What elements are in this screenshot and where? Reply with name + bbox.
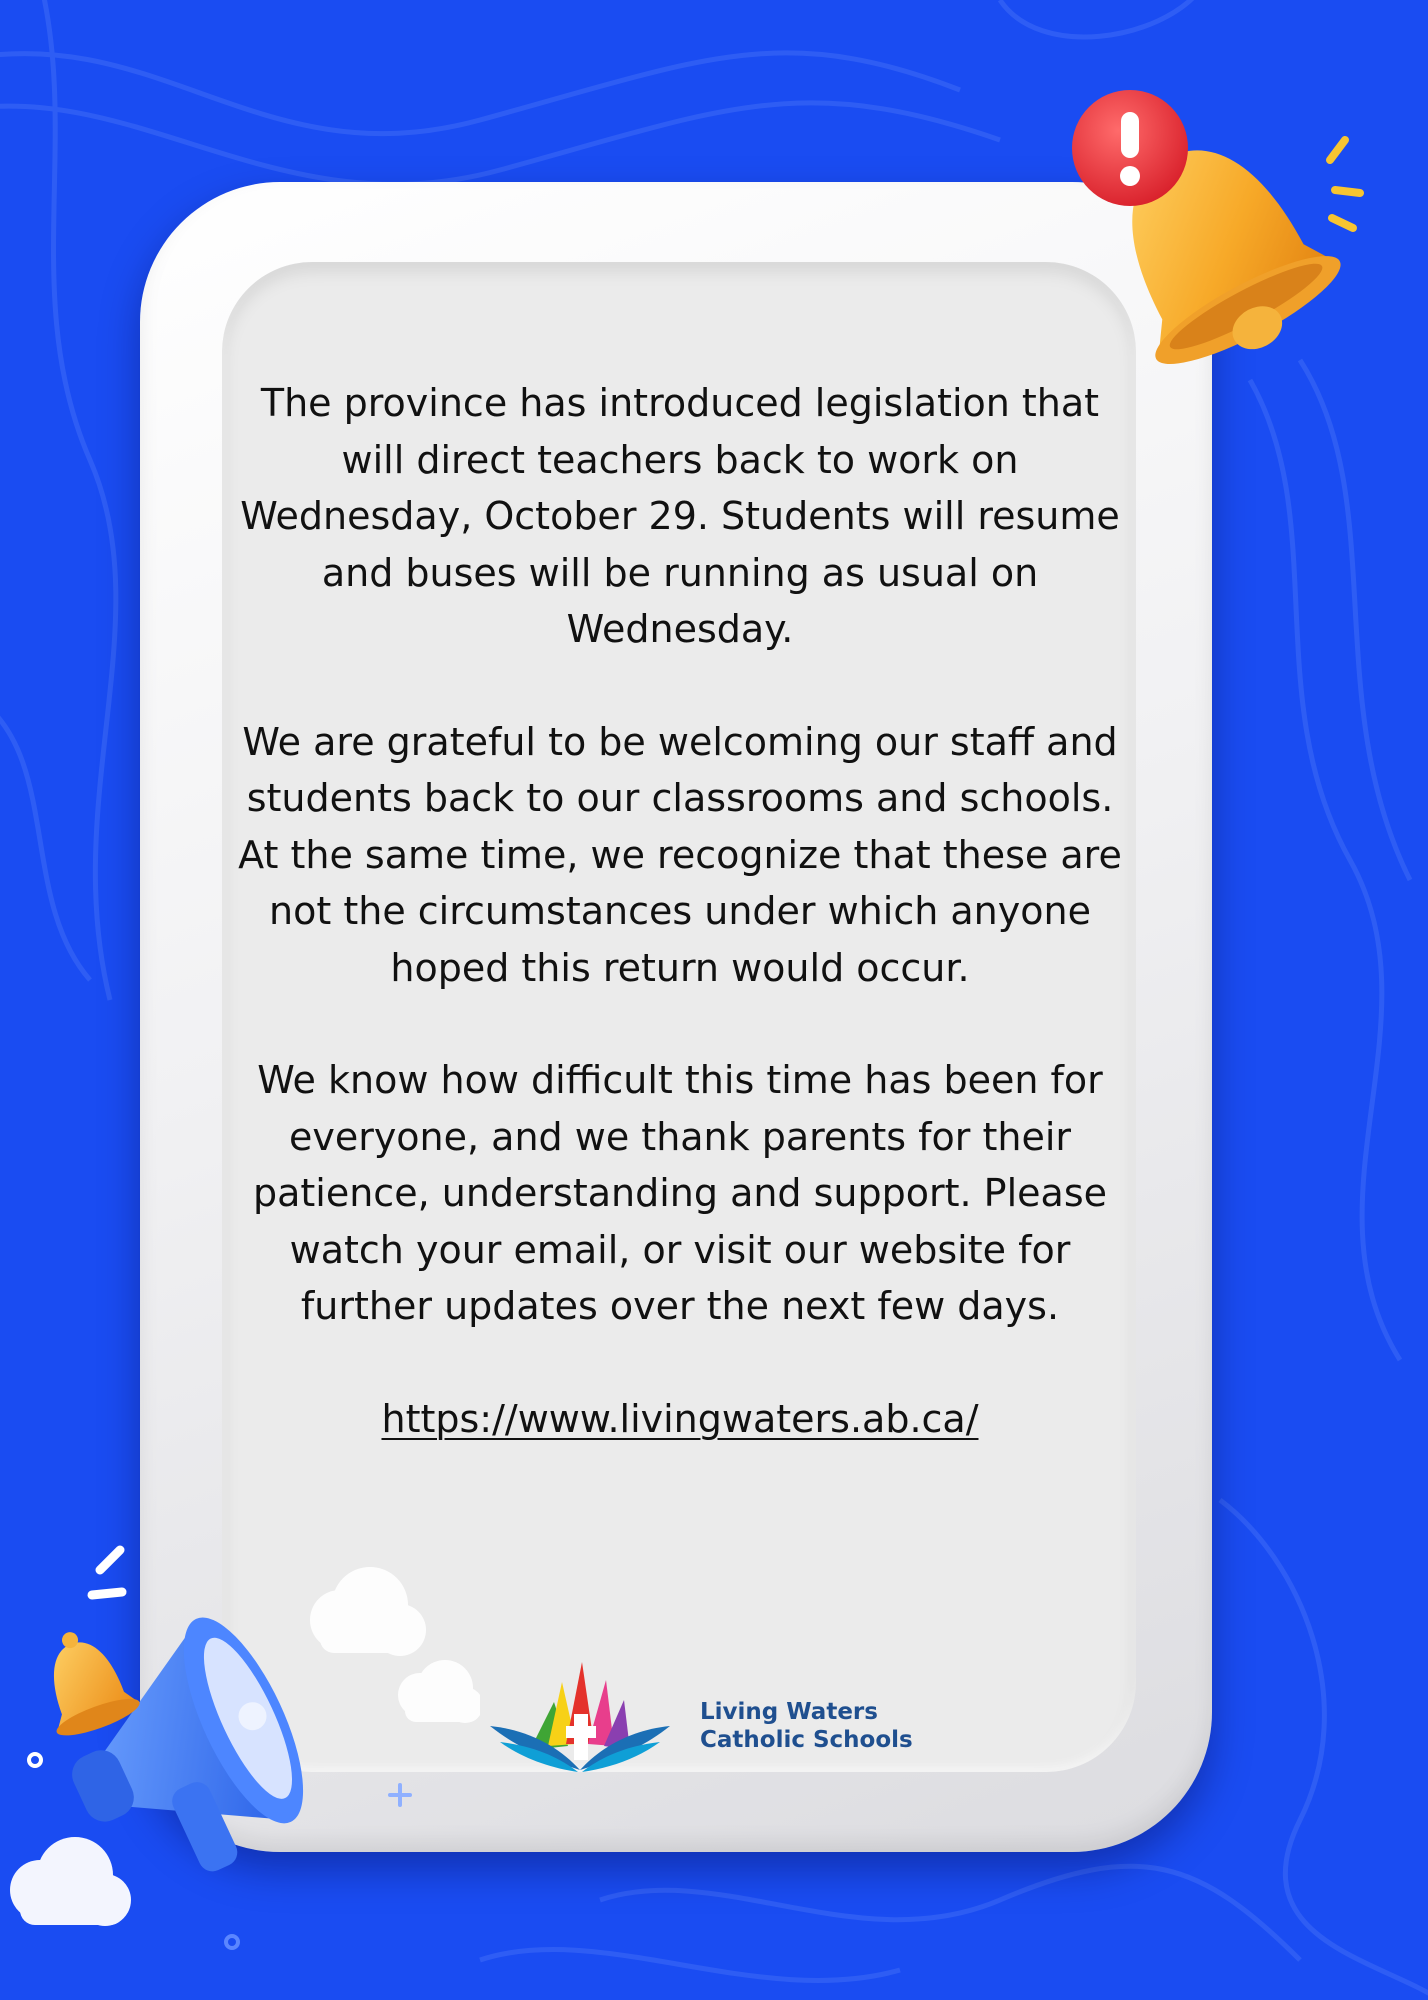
- notice-paragraph-2: We are grateful to be welcoming our staff and students back to our classrooms and schools. At the same time, we recognize that these are not the circumstances under which anyone hoped this return would occur.: [238, 719, 1122, 990]
- logo-wordmark: [700, 1698, 913, 1754]
- megaphone-icon: [0, 1530, 480, 2000]
- notice-paragraph-3: We know how difficult this time has been for everyone, and we thank parents for their patience, understanding and support. Please watch your email, or visit our website for further updates over the next few days.: [252, 1058, 1108, 1328]
- logo-line-2: Catholic Schools: [700, 1727, 913, 1753]
- alert-bell-icon: [1020, 90, 1380, 410]
- notice-paragraph-1: The province has introduced legislation that will direct teachers back to work on Wednesday, October 29. Students will resume and buses will be running as usual on Wednesday.: [240, 381, 1120, 651]
- notice-body: [232, 375, 1128, 1447]
- logo-line-1: Living Waters: [700, 1699, 878, 1725]
- website-link[interactable]: https://www.livingwaters.ab.ca/: [381, 1396, 979, 1441]
- logo-mark-icon: [490, 1660, 670, 1772]
- school-logo: [490, 1660, 930, 1772]
